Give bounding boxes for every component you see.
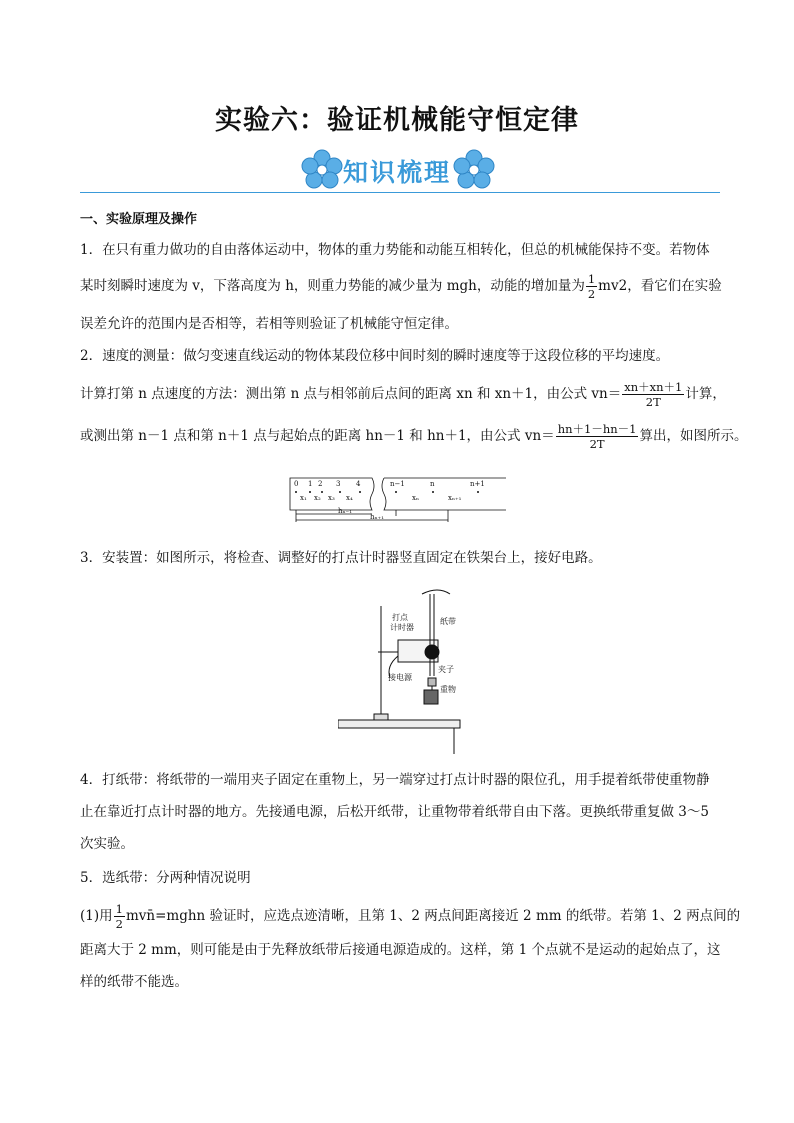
page-title: 实验六：验证机械能守恒定律 — [215, 105, 579, 136]
h-label: hₙ₊₁ — [370, 513, 385, 521]
tick-label: 4 — [356, 480, 361, 488]
tick-label: 1 — [308, 480, 313, 488]
paragraph-2-line: 2．速度的测量：做匀变速直线运动的物体某段位移中间时刻的瞬时速度等于这段位移的平均速度。 — [80, 348, 670, 364]
tick-label: 2 — [318, 480, 323, 488]
paragraph-5-line: 距离大于 2 mm，则可能是由于先释放纸带后接通电源造成的。这样，第 1 个点就不是运动的起始点了，这 — [80, 942, 721, 958]
fraction: $\frac{1}{2}$ — [587, 272, 596, 301]
paragraph-5-line: (1)用 $\frac{1}{2}$ mvn̄=mghn 验证时，应选点迹清晰，且第 1、2 两点间距离接近 2 mm 的纸带。若第 1、2 两点间的 — [80, 902, 741, 931]
tick-label: n — [430, 480, 435, 488]
paragraph-5-line: 样的纸带不能选。 — [80, 974, 188, 990]
paragraph-1-line: 某时刻瞬时速度为 v，下落高度为 h，则重力势能的减少量为 mgh，动能的增加量为 $\frac{1}{2}$ mv2，看它们在实验 — [80, 272, 722, 301]
paragraph-1-line: 1．在只有重力做功的自由落体运动中，物体的重力势能和动能互相转化，但总的机械能保持不变。若物体 — [80, 242, 710, 258]
x-label: x₂ — [314, 494, 321, 502]
paragraph-4-line: 止在靠近打点计时器的地方。先接通电源，后松开纸带，让重物带着纸带自由下落。更换纸带重复做 3～5 — [80, 804, 709, 820]
section-heading: 一、实验原理及操作 — [80, 212, 198, 227]
paragraph-5-line: 5．选纸带：分两种情况说明 — [80, 870, 251, 886]
divider — [80, 192, 720, 193]
fraction: $\frac{1}{2}$ — [115, 902, 123, 931]
x-label: x₄ — [346, 494, 353, 502]
fraction: $\frac{xn+xn+1}{2T}$ — [624, 380, 683, 409]
fraction: $\frac{hn+1-hn-1}{2T}$ — [557, 422, 637, 451]
apparatus-label: 打点 — [392, 613, 408, 622]
paragraph-3: 3．安装置：如图所示，将检查、调整好的打点计时器竖直固定在铁架台上，接好电路。 — [80, 550, 602, 566]
apparatus-label: 纸带 — [440, 617, 456, 626]
paragraph-2-line: 计算打第 n 点速度的方法：测出第 n 点与相邻前后点间的距离 xn 和 xn＋1，由公式 vn＝ $\frac{xn+xn+1}{2T}$ 计算， — [80, 380, 726, 409]
x-label: xₙ — [412, 494, 419, 502]
banner-title: 知识梳理 — [342, 158, 451, 187]
x-label: x₁ — [300, 494, 307, 502]
paragraph-1-line: 误差允许的范围内是否相等，若相等则验证了机械能守恒定律。 — [80, 316, 458, 332]
tape-diagram — [288, 474, 508, 522]
paragraph-2-line: 或测出第 n－1 点和第 n＋1 点与起始点的距离 hn－1 和 hn＋1，由公式 vn＝ $\frac{hn+1-hn-1}{2T}$ 算出，如图所示。 — [80, 422, 748, 451]
apparatus-label: 重物 — [440, 685, 456, 694]
x-label: xₙ₊₁ — [448, 494, 462, 502]
tick-label: n−1 — [390, 480, 405, 488]
apparatus-label: 夹子 — [438, 665, 454, 674]
tick-label: 3 — [336, 480, 341, 488]
apparatus-diagram — [338, 586, 462, 754]
apparatus-label: 接电源 — [388, 673, 412, 682]
apparatus-label: 计时器 — [390, 623, 414, 632]
x-label: x₃ — [328, 494, 335, 502]
tick-label: n+1 — [470, 480, 485, 488]
h-label: hₙ₋₁ — [338, 507, 353, 515]
paragraph-4-line: 4．打纸带：将纸带的一端用夹子固定在重物上，另一端穿过打点计时器的限位孔，用手提着纸带使重物静 — [80, 772, 710, 788]
tick-label: 0 — [294, 480, 299, 488]
paragraph-4-line: 次实验。 — [80, 836, 134, 852]
